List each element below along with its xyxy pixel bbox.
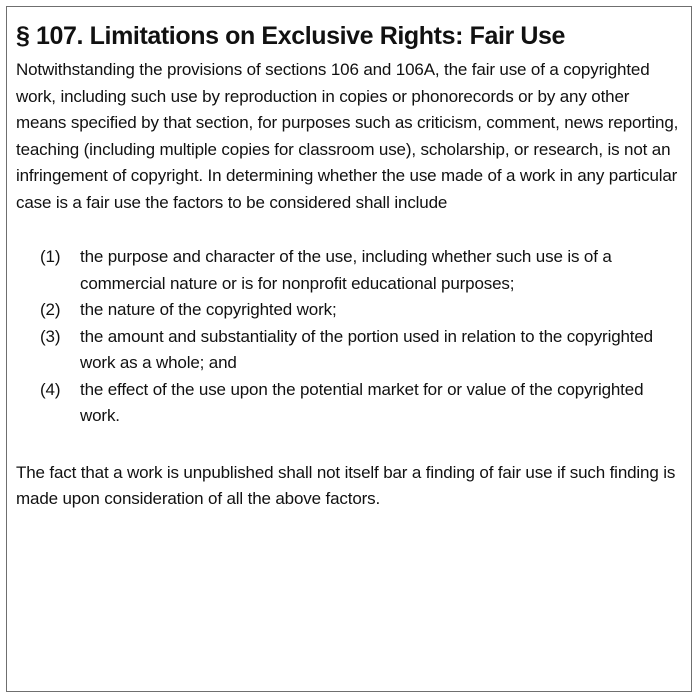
factor-text: the effect of the use upon the potential market for or value of the copyrighted work. bbox=[80, 379, 644, 425]
factor-number: (4) bbox=[40, 379, 61, 399]
factor-number: (3) bbox=[40, 326, 61, 346]
document-body bbox=[16, 19, 680, 513]
factor-text: the purpose and character of the use, including whether such use is of a commercial nature or is for nonprofit educational purposes; bbox=[80, 247, 612, 293]
intro-paragraph: Notwithstanding the provisions of sections 106 and 106A, the fair use of a copyrighted work, including such use by reproduction in copies or phonorecords or by any other means specified by that section, for purposes such as criticism, comment, news reporting, teaching (including multiple copies for classroom use), scholarship, or research, is not an infringement of copyright. In determining whether the use made of a work in any particular case is a fair use the factors to be considered shall include bbox=[16, 60, 679, 212]
factors-list bbox=[16, 244, 680, 430]
factor-item bbox=[16, 244, 680, 297]
factor-item bbox=[16, 377, 680, 430]
factor-number: (1) bbox=[40, 247, 61, 266]
section-title: § 107. Limitations on Exclusive Rights: Fair Use bbox=[16, 22, 566, 50]
factor-item bbox=[16, 297, 680, 324]
document-frame bbox=[6, 6, 692, 692]
factor-text: the nature of the copyrighted work; bbox=[80, 300, 337, 319]
factor-text: the amount and substantiality of the portion used in relation to the copyrighted work as a whole; and bbox=[80, 326, 653, 372]
factor-number: (2) bbox=[40, 300, 61, 319]
factor-item bbox=[16, 324, 680, 377]
closing-paragraph: The fact that a work is unpublished shall not itself bar a finding of fair use if such finding is made upon consideration of all the above factors. bbox=[16, 462, 676, 508]
